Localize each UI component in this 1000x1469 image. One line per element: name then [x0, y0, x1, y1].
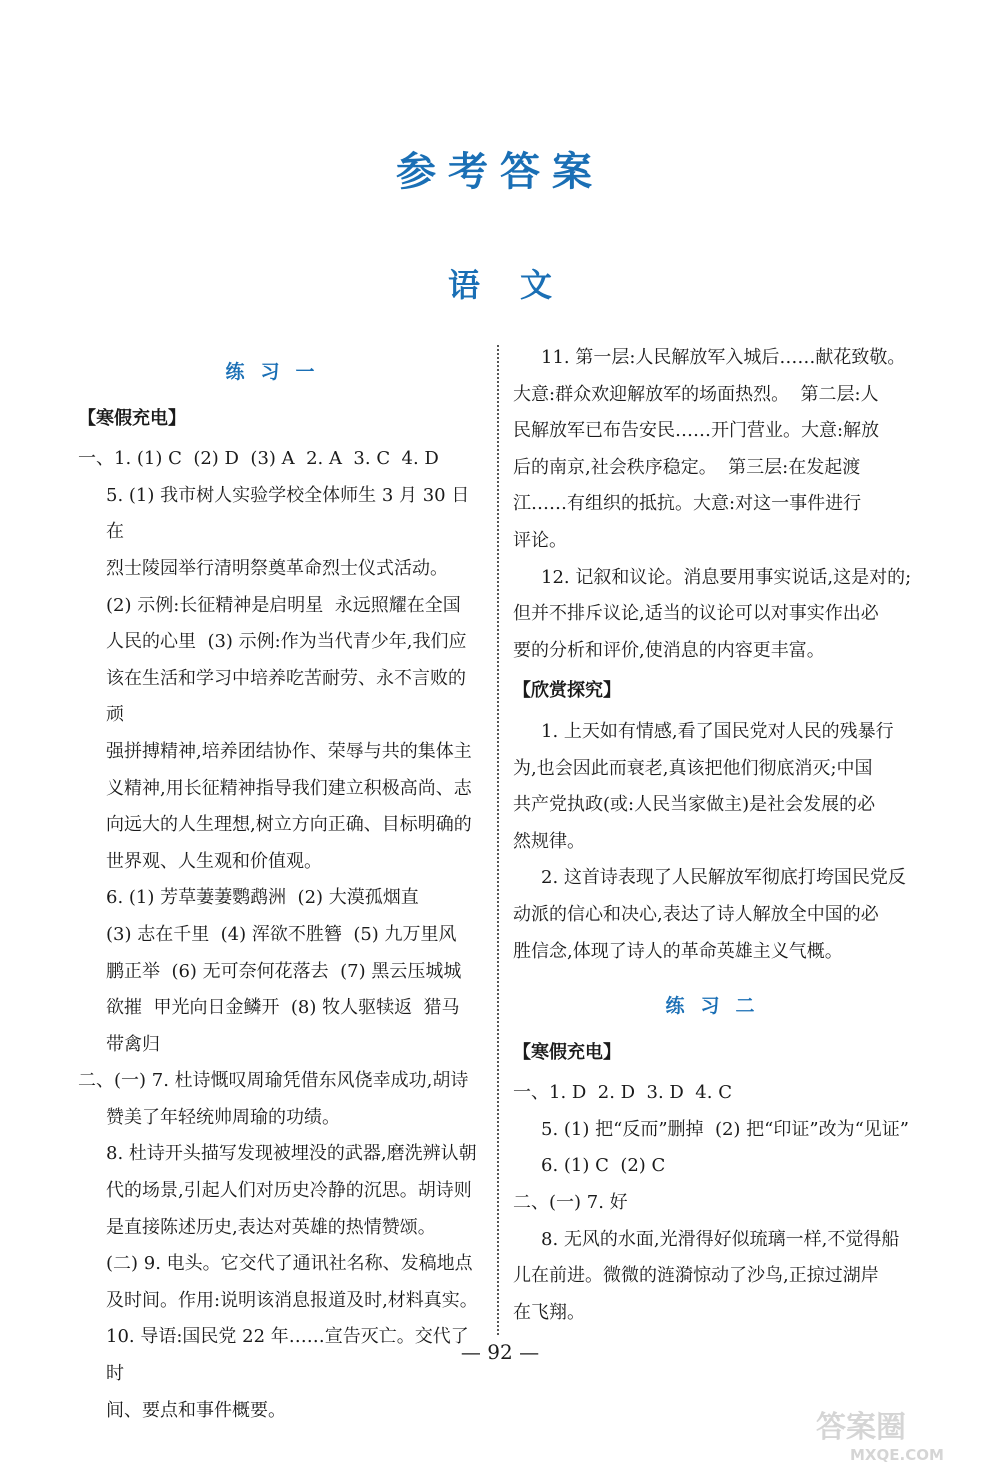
- answer-line: 强拼搏精神,培养团结协作、荣辱与共的集体主: [106, 740, 472, 762]
- answer-line: 带禽归: [106, 1033, 160, 1055]
- answer-line: 8. 杜诗开头描写发现被埋没的武器,磨洗辨认朝: [106, 1143, 477, 1165]
- answer-line: 6. (1) C (2) C: [541, 1155, 666, 1177]
- answer-line: 5. (1) 把“反而”删掉 (2) 把“印证”改为“见证”: [541, 1118, 909, 1140]
- answer-line: 义精神,用长征精神指导我们建立积极高尚、志: [106, 777, 472, 799]
- right-column: [513, 340, 923, 1331]
- answer-line: 欲摧 甲光向日金鳞开 (8) 牧人驱犊返 猎马: [106, 997, 460, 1019]
- left-column: [78, 340, 478, 1429]
- answer-line: 代的场景,引起人们对历史冷静的沉思。胡诗则: [106, 1180, 472, 1202]
- section-heading-1: 练习一: [225, 361, 331, 383]
- answer-line: 赞美了年轻统帅周瑜的功绩。: [106, 1106, 340, 1128]
- page-title: 参考答案: [396, 148, 604, 195]
- answer-line: 一、1. D 2. D 3. D 4. C: [513, 1082, 732, 1104]
- answer-line: 要的分析和评价,使消息的内容更丰富。: [513, 639, 825, 661]
- answer-line: 二、(一) 7. 好: [513, 1192, 628, 1214]
- answer-line: (二) 9. 电头。它交代了通讯社名称、发稿地点: [106, 1253, 473, 1275]
- answer-line: 动派的信心和决心,表达了诗人解放全中国的必: [513, 903, 879, 925]
- answer-line: 但并不排斥议论,适当的议论可以对事实作出必: [513, 603, 879, 625]
- answer-line: 12. 记叙和议论。消息要用事实说话,这是对的;: [541, 566, 912, 588]
- answer-line: 胜信念,体现了诗人的革命英雄主义气概。: [513, 940, 843, 962]
- page-number: — 92 —: [460, 1340, 540, 1364]
- section-heading-2: 练习二: [665, 995, 771, 1018]
- answer-line: 10. 导语:国民党 22 年……宣告灭亡。交代了时: [106, 1326, 469, 1385]
- answer-line: 大意:群众欢迎解放军的场面热烈。 第二层:人: [513, 383, 879, 405]
- answer-line: 共产党执政(或:人民当家做主)是社会发展的必: [513, 794, 876, 816]
- answer-line: 2. 这首诗表现了人民解放军彻底打垮国民党反: [541, 867, 906, 889]
- answer-line: 民解放军已布告安民……开门营业。大意:解放: [513, 420, 880, 442]
- answer-line: (3) 志在千里 (4) 浑欲不胜簪 (5) 九万里风: [106, 923, 457, 945]
- answer-line: 后的南京,社会秩序稳定。 第三层:在发起渡: [513, 456, 861, 478]
- watermark-site: MXQE.COM: [850, 1446, 944, 1464]
- section-tag: 【寒假充电】: [78, 407, 186, 429]
- answer-line: 烈士陵园举行清明祭奠革命烈士仪式活动。: [106, 557, 448, 579]
- answer-line: 该在生活和学习中培养吃苦耐劳、永不言败的顽: [106, 667, 466, 726]
- answer-line: 1. 上天如有情感,看了国民党对人民的残暴行: [541, 720, 894, 742]
- answer-line: 8. 无风的水面,光滑得好似琉璃一样,不觉得船: [541, 1228, 900, 1250]
- answer-line: 及时间。作用:说明该消息报道及时,材料真实。: [106, 1289, 478, 1311]
- answer-line: 6. (1) 芳草萋萋鹦鹉洲 (2) 大漠孤烟直: [106, 887, 419, 909]
- answer-line: 为,也会因此而衰老,真该把他们彻底消灭;中国: [513, 757, 873, 779]
- answer-line: 在飞翔。: [513, 1301, 585, 1323]
- answer-line: 鹏正举 (6) 无可奈何花落去 (7) 黑云压城城: [106, 960, 462, 982]
- answer-line: 是直接陈述历史,表达对英雄的热情赞颂。: [106, 1216, 436, 1238]
- answer-line: 评论。: [513, 529, 567, 551]
- answer-line: 一、1. (1) C (2) D (3) A 2. A 3. C 4. D: [78, 448, 439, 470]
- answer-line: 江……有组织的抵抗。大意:对这一事件进行: [513, 493, 862, 515]
- answer-line: 人民的心里 (3) 示例:作为当代青少年,我们应: [106, 631, 467, 653]
- answer-line: 二、(一) 7. 杜诗慨叹周瑜凭借东风侥幸成功,胡诗: [78, 1070, 469, 1092]
- section-tag: 【寒假充电】: [513, 1041, 621, 1063]
- answer-line: 11. 第一层:人民解放军入城后……献花致敬。: [541, 347, 906, 368]
- answer-line: 向远大的人生理想,树立方向正确、目标明确的: [106, 814, 472, 836]
- watermark-logo: [810, 1405, 995, 1465]
- subject-heading: 语文: [447, 266, 592, 304]
- column-divider: [497, 345, 499, 1335]
- answer-line: 世界观、人生观和价值观。: [106, 850, 322, 872]
- answer-line: 儿在前进。微微的涟漪惊动了沙鸟,正掠过湖岸: [513, 1265, 879, 1287]
- watermark-main: 答案圈: [816, 1410, 906, 1445]
- answer-line: 然规律。: [513, 830, 585, 852]
- answer-line: 5. (1) 我市树人实验学校全体师生 3 月 30 日在: [106, 484, 470, 543]
- section-tag: 【欣赏探究】: [513, 680, 621, 702]
- answer-line: (2) 示例:长征精神是启明星 永远照耀在全国: [106, 594, 461, 616]
- answer-line: 间、要点和事件概要。: [106, 1399, 286, 1421]
